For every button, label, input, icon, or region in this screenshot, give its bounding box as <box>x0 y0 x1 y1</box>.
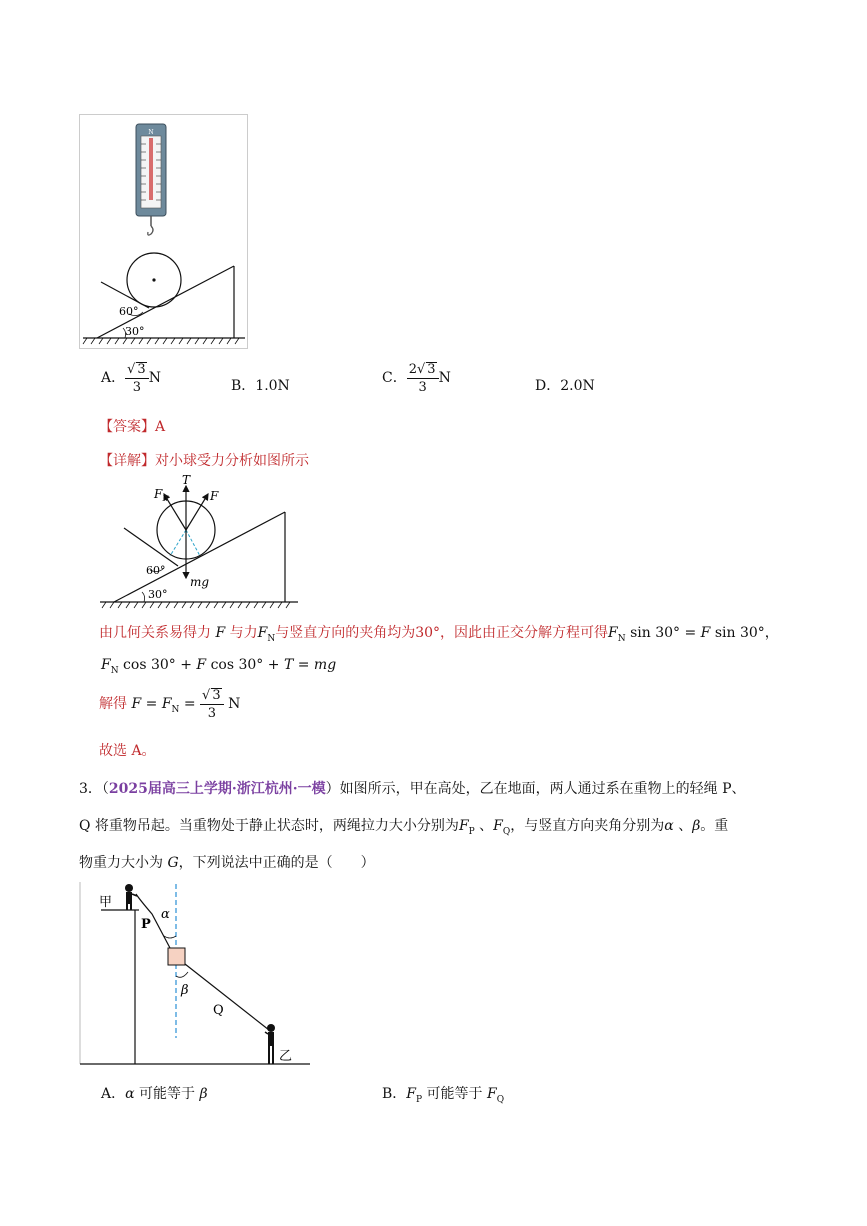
force-t-label: T <box>182 474 191 487</box>
fraction: $\frac{√ 3}{3}$ <box>125 362 149 394</box>
geometry-line: 由几何关系易得力 F 与力$F_N$与竖直方向的夹角均为30°，因此由正交分解方程可得$F_N$ sin 30° = F sin 30°， <box>99 625 779 644</box>
solve-line: 解得 $F = F_N$ = $\frac{√ 3}{3}$ N <box>99 688 241 721</box>
q3-line-3: 物重力大小为 G，下列说法中正确的是（ ） <box>79 855 375 871</box>
equation-line: $F_N$ cos 30° + F cos 30° + T = mg <box>101 657 337 676</box>
fraction: $\frac{2√ 3}{3}$ <box>407 362 439 394</box>
q2-option-d[interactable]: D．2.0N <box>535 378 595 394</box>
force-mg-label: mg <box>190 575 210 589</box>
two-ropes-diagram <box>79 880 311 1066</box>
rope-q-label: Q <box>213 1003 224 1018</box>
scale-unit-label: N <box>148 129 154 136</box>
figure-force-analysis <box>98 474 300 610</box>
answer-line: 【答案】A <box>99 419 166 435</box>
q3-line-1: 3．（2025届高三上学期·浙江杭州·一模）如图所示，甲在高处，乙在地面，两人通过系在重物上的轻绳 P、 <box>79 781 746 797</box>
angle-60-label: 60° <box>146 564 166 577</box>
q3-line-2: Q 将重物吊起。当重物处于静止状态时，两绳拉力大小分别为$F_P$ 、$F_Q$，与竖直方向夹角分别为α 、β。重 <box>79 818 729 837</box>
rope-p-label: P <box>141 917 151 932</box>
figure-spring-scale-incline <box>79 114 249 350</box>
spring-scale-diagram <box>79 114 249 350</box>
angle-60-label: 60° <box>119 305 139 318</box>
fraction: $\frac{√ 3}{3}$ <box>200 688 224 720</box>
angle-alpha-label: α <box>161 907 170 922</box>
detail-line: 【详解】对小球受力分析如图所示 <box>99 453 309 469</box>
force-f-label: F <box>210 489 219 503</box>
angle-30-label: 30° <box>125 325 145 338</box>
q2-option-b[interactable]: B．1.0N <box>231 378 290 394</box>
force-analysis-diagram <box>98 474 300 610</box>
force-fn-label: $F_N$ <box>154 487 169 503</box>
q2-option-a[interactable]: A． $\frac{√ 3}{3}$ N <box>101 362 161 395</box>
q2-option-c[interactable]: C． $\frac{2√ 3}{3}$ N <box>382 362 451 395</box>
person-jia-label: 甲 <box>99 895 113 910</box>
figure-two-ropes <box>79 880 311 1066</box>
angle-beta-label: β <box>181 983 189 998</box>
q3-option-b[interactable]: B．$F_P$ 可能等于 $F_Q$ <box>382 1086 505 1105</box>
choose-line: 故选 A。 <box>99 743 156 759</box>
q3-option-a[interactable]: A．α 可能等于 β <box>101 1086 208 1102</box>
person-yi-label: 乙 <box>279 1049 293 1064</box>
angle-30-label: 30° <box>148 588 168 601</box>
